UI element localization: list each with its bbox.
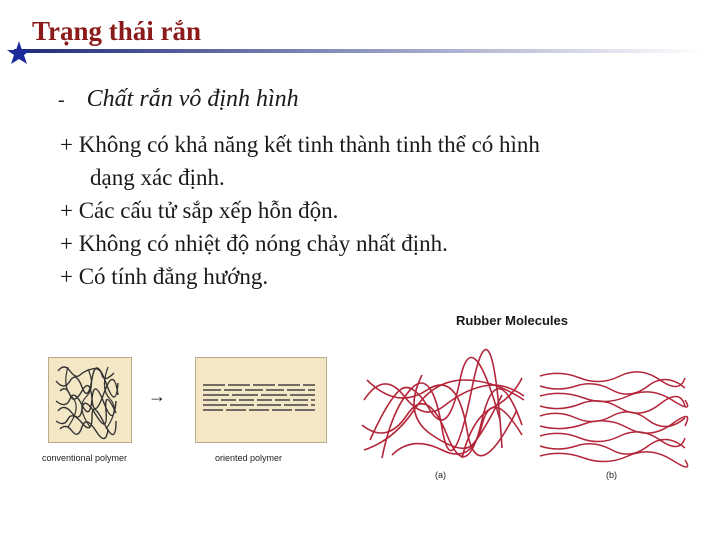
rubber-title: Rubber Molecules: [456, 313, 568, 328]
slide-title: Trạng thái rắn: [32, 16, 202, 46]
label-a: (a): [435, 470, 446, 480]
bullet-1-cont: dạng xác định.: [90, 165, 225, 190]
dash: -: [58, 89, 65, 111]
subtitle: [58, 86, 299, 113]
oriented-polymer-drawing: [195, 357, 325, 441]
tangled-polymer-drawing: [48, 357, 130, 441]
rubber-molecules-b: [540, 370, 685, 460]
bullet-list: [60, 128, 700, 293]
bullet-2: + Các cấu tử sắp xếp hỗn độn.: [60, 198, 339, 223]
rubber-molecules-a: [362, 370, 527, 460]
arrow-icon: →: [148, 386, 166, 406]
bullet-4: + Có tính đẳng hướng.: [60, 264, 269, 289]
caption-conventional: conventional polymer: [42, 453, 128, 463]
bullet-3: + Không có nhiệt độ nóng chảy nhất định.: [60, 231, 448, 256]
caption-oriented: oriented polymer: [215, 453, 283, 463]
star-icon: [6, 40, 32, 66]
subtitle-text: Chất rắn vô định hình: [86, 86, 299, 112]
title-underline: [14, 48, 704, 56]
label-b: (b): [606, 470, 617, 480]
bullet-1: + Không có khả năng kết tinh thành tinh thể có hình: [60, 132, 540, 157]
